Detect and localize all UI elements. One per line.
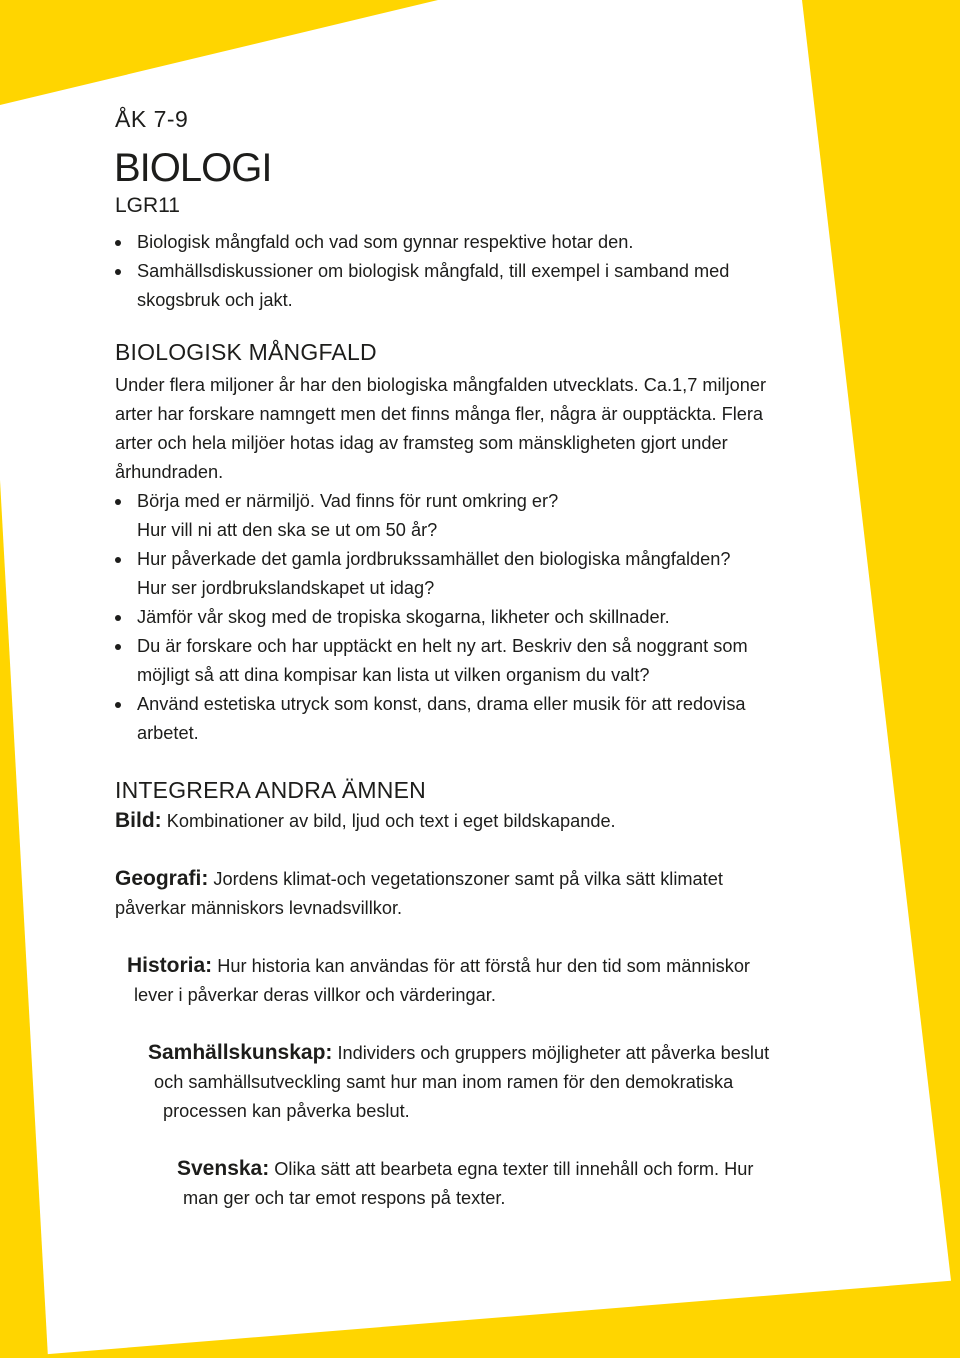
subject-label: Historia: xyxy=(127,954,213,977)
subject-label: Bild: xyxy=(115,809,162,832)
list-item: Jämför vår skog med de tropiska skogarna, likheter och skillnader. xyxy=(115,603,845,632)
list-item: Samhällsdiskussioner om biologisk mångfald, till exempel i samband med skogsbruk och jakt. xyxy=(115,257,797,315)
biodiversity-paragraph xyxy=(115,371,845,487)
subject-historia: Historia: Hur historia kan användas för att förstå hur den tid som människor lever i påverkar deras villkor och värderingar. xyxy=(127,954,750,1005)
section-heading-biodiversity: BIOLOGISK MÅNGFALD xyxy=(115,339,377,365)
subject-bild: Bild: Kombinationer av bild, ljud och text i eget bildskapande. xyxy=(115,809,616,832)
curriculum-list xyxy=(115,228,815,315)
curriculum-label: LGR11 xyxy=(115,194,180,217)
section-heading-integrate: INTEGRERA ANDRA ÄMNEN xyxy=(115,777,426,803)
list-item: Använd estetiska utryck som konst, dans, drama eller musik för att redovisa arbetet. xyxy=(115,690,845,748)
subject-samhallskunskap: Samhällskunskap: Individers och gruppers möjligheter att påverka beslut och samhällsutveckling samt hur man inom ramen för den demokratiska processen kan påverka beslut. xyxy=(148,1041,770,1121)
page-title: BIOLOGI xyxy=(114,146,272,190)
paragraph-line: århundraden. xyxy=(115,462,224,482)
grade-label: ÅK 7-9 xyxy=(115,106,189,132)
subject-label: Geografi: xyxy=(115,867,209,890)
list-item: Hur påverkade det gamla jordbrukssamhället den biologiska mångfalden? Hur ser jordbrukslandskapet ut idag? xyxy=(115,545,845,603)
subject-label: Svenska: xyxy=(177,1157,270,1180)
activity-list xyxy=(115,487,845,748)
subject-geografi: Geografi: Jordens klimat-och vegetationszoner samt på vilka sätt klimatet påverkar människors levnadsvillkor. xyxy=(115,867,723,918)
paragraph-line: Under flera miljoner år har den biologiska mångfalden utvecklats. Ca.1,7 miljoner xyxy=(115,375,767,395)
list-item: Biologisk mångfald och vad som gynnar respektive hotar den. xyxy=(115,228,815,257)
paragraph-line: arter har forskare namngett men det finns många fler, några är oupptäckta. Flera xyxy=(115,404,764,424)
list-item: Börja med er närmiljö. Vad finns för runt omkring er? Hur vill ni att den ska se ut om 50 år? xyxy=(115,487,845,545)
paragraph-line: arter och hela miljöer hotas idag av framsteg som mänskligheten gjort under xyxy=(115,433,728,453)
subject-svenska: Svenska: Olika sätt att bearbeta egna texter till innehåll och form. Hur man ger och tar emot respons på texter. xyxy=(177,1157,754,1208)
subject-label: Samhällskunskap: xyxy=(148,1041,333,1064)
list-item: Du är forskare och har upptäckt en helt ny art. Beskriv den så noggrant som möjligt så att dina kompisar kan lista ut vilken organism du valt? xyxy=(115,632,845,690)
